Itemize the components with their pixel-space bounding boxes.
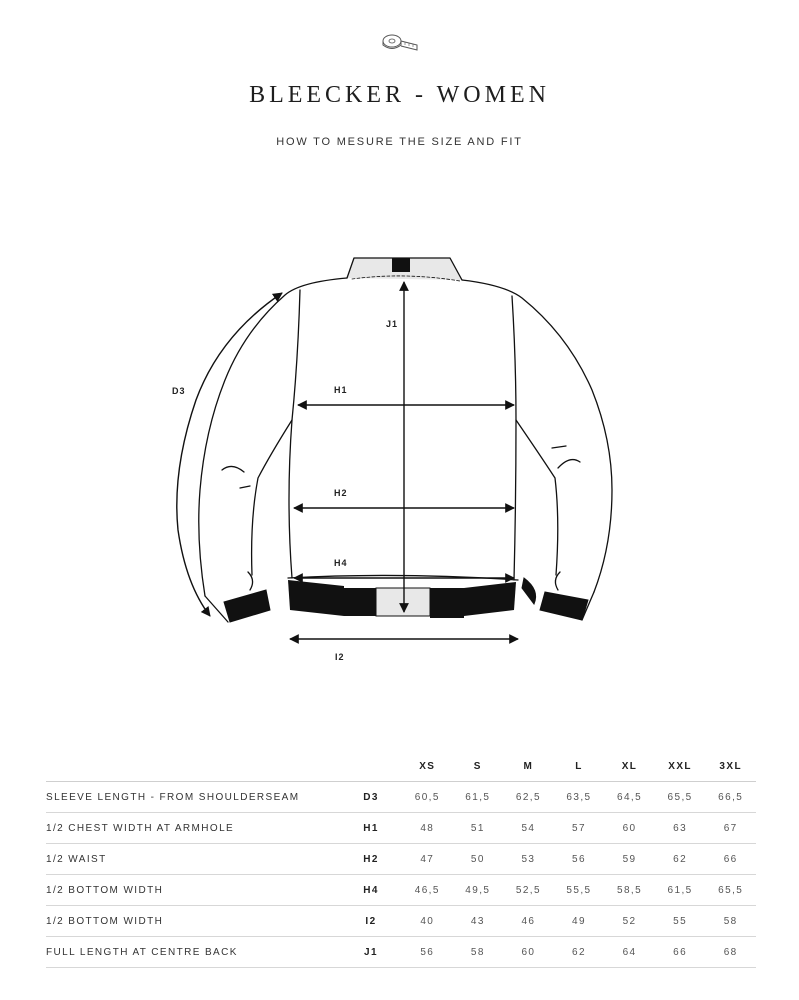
size-value: 63 (655, 813, 706, 844)
measurement-code: H4 (340, 875, 402, 906)
label-h2: H2 (334, 488, 348, 498)
measurement-code: I2 (340, 906, 402, 937)
measurement-label: FULL LENGTH AT CENTRE BACK (46, 937, 340, 968)
size-header: XXL (655, 752, 706, 782)
label-j1: J1 (386, 319, 399, 329)
size-value: 64,5 (604, 782, 655, 813)
measurement-code: H1 (340, 813, 402, 844)
table-row (46, 813, 756, 844)
size-header: XS (402, 752, 453, 782)
measurement-arrows (177, 282, 518, 639)
size-value: 58,5 (604, 875, 655, 906)
size-value: 60,5 (402, 782, 453, 813)
table-row (46, 937, 756, 968)
measurement-code: J1 (340, 937, 402, 968)
table-row (46, 906, 756, 937)
size-value: 50 (453, 844, 504, 875)
measuring-tape-icon (381, 32, 421, 54)
size-value: 60 (604, 813, 655, 844)
header-code-blank (340, 752, 402, 782)
size-value: 56 (402, 937, 453, 968)
size-value: 46,5 (402, 875, 453, 906)
label-i2: I2 (335, 652, 345, 662)
size-value: 49 (554, 906, 605, 937)
jacket-waistband (288, 580, 516, 618)
label-h1: H1 (334, 385, 348, 395)
measurement-label: SLEEVE LENGTH - FROM SHOULDERSEAM (46, 782, 340, 813)
size-value: 66,5 (705, 782, 756, 813)
size-value: 48 (402, 813, 453, 844)
size-value: 52,5 (503, 875, 554, 906)
jacket-outline (199, 258, 612, 622)
measurement-label: 1/2 WAIST (46, 844, 340, 875)
size-header: S (453, 752, 504, 782)
size-value: 61,5 (453, 782, 504, 813)
size-header: M (503, 752, 554, 782)
size-value: 52 (604, 906, 655, 937)
size-value: 58 (705, 906, 756, 937)
size-value: 55,5 (554, 875, 605, 906)
measurement-label: 1/2 CHEST WIDTH AT ARMHOLE (46, 813, 340, 844)
size-value: 58 (453, 937, 504, 968)
size-value: 66 (705, 844, 756, 875)
measurement-code: H2 (340, 844, 402, 875)
size-value: 46 (503, 906, 554, 937)
size-value: 61,5 (655, 875, 706, 906)
size-value: 59 (604, 844, 655, 875)
page-title: BLEECKER - WOMEN (249, 82, 550, 108)
size-header: L (554, 752, 605, 782)
size-header-row (46, 752, 756, 782)
table-row (46, 782, 756, 813)
size-value: 65,5 (655, 782, 706, 813)
size-header: XL (604, 752, 655, 782)
size-value: 60 (503, 937, 554, 968)
size-table (46, 752, 756, 968)
size-value: 53 (503, 844, 554, 875)
size-value: 64 (604, 937, 655, 968)
table-row (46, 875, 756, 906)
size-value: 49,5 (453, 875, 504, 906)
measurement-label: 1/2 BOTTOM WIDTH (46, 875, 340, 906)
header-blank (46, 752, 340, 782)
measurement-code: D3 (340, 782, 402, 813)
size-value: 65,5 (705, 875, 756, 906)
size-value: 63,5 (554, 782, 605, 813)
jacket-measurement-diagram (160, 240, 630, 670)
size-value: 57 (554, 813, 605, 844)
size-value: 62,5 (503, 782, 554, 813)
measurement-label: 1/2 BOTTOM WIDTH (46, 906, 340, 937)
size-value: 62 (655, 844, 706, 875)
page-subtitle: HOW TO MESURE THE SIZE AND FIT (276, 136, 523, 148)
size-value: 56 (554, 844, 605, 875)
size-value: 43 (453, 906, 504, 937)
size-value: 51 (453, 813, 504, 844)
size-value: 68 (705, 937, 756, 968)
label-h4: H4 (334, 558, 348, 568)
size-value: 62 (554, 937, 605, 968)
size-header: 3XL (705, 752, 756, 782)
table-row (46, 844, 756, 875)
size-value: 66 (655, 937, 706, 968)
size-value: 67 (705, 813, 756, 844)
size-value: 47 (402, 844, 453, 875)
size-value: 40 (402, 906, 453, 937)
label-d3: D3 (172, 386, 186, 396)
size-value: 55 (655, 906, 706, 937)
size-value: 54 (503, 813, 554, 844)
